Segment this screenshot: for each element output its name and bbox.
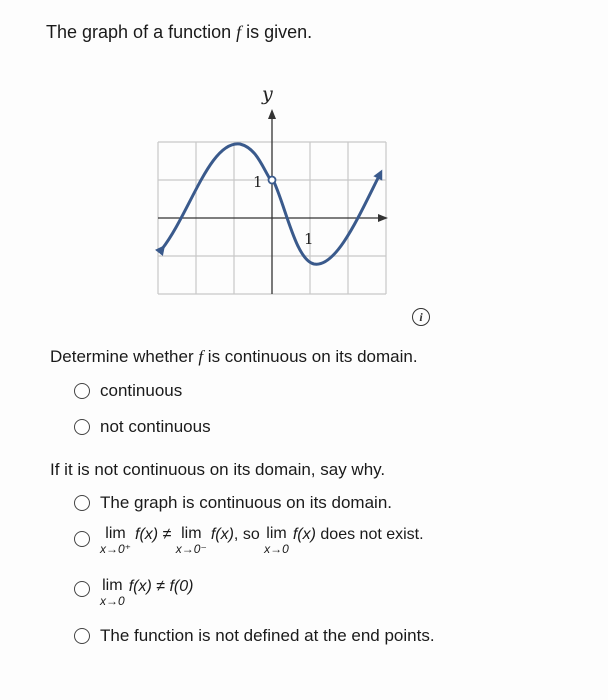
y-tick-label: 1 xyxy=(253,173,263,191)
option-label: not continuous xyxy=(100,417,211,436)
option-label: lim x→0 f(x) ≠ f(0) xyxy=(100,577,194,608)
curve xyxy=(162,144,270,249)
radio-button[interactable] xyxy=(74,581,90,597)
y-axis-label: y xyxy=(262,83,273,105)
radio-button[interactable] xyxy=(74,628,90,644)
option-one-sided-limits[interactable] xyxy=(74,526,424,556)
radio-button[interactable] xyxy=(74,419,90,435)
curve xyxy=(274,174,380,264)
x-tick-label: 1 xyxy=(304,230,314,248)
option-limit-not-equal[interactable] xyxy=(74,578,193,608)
option-label: The function is not defined at the end points. xyxy=(100,626,435,645)
continuity-prompt: Determine whether f is continuous on its domain. xyxy=(50,347,418,366)
reason-prompt: If it is not continuous on its domain, say why. xyxy=(50,460,386,479)
option-label: The graph is continuous on its domain. xyxy=(100,493,393,512)
radio-button[interactable] xyxy=(74,495,90,511)
open-point xyxy=(269,177,276,184)
radio-button[interactable] xyxy=(74,383,90,399)
option-label: continuous xyxy=(100,381,183,400)
function-graph xyxy=(150,78,390,302)
option-continuous[interactable] xyxy=(74,381,182,401)
option-label: lim x→0⁺ f(x) ≠ lim x→0⁻ f(x) , so lim x→0 f(x) does not exist. xyxy=(100,525,424,556)
info-icon[interactable]: i xyxy=(412,308,430,326)
option-not-continuous[interactable] xyxy=(74,417,211,437)
question-intro: The graph of a function f is given. xyxy=(46,22,313,42)
option-end-points[interactable] xyxy=(74,626,435,646)
radio-button[interactable] xyxy=(74,531,90,547)
option-graph-continuous[interactable] xyxy=(74,493,392,513)
